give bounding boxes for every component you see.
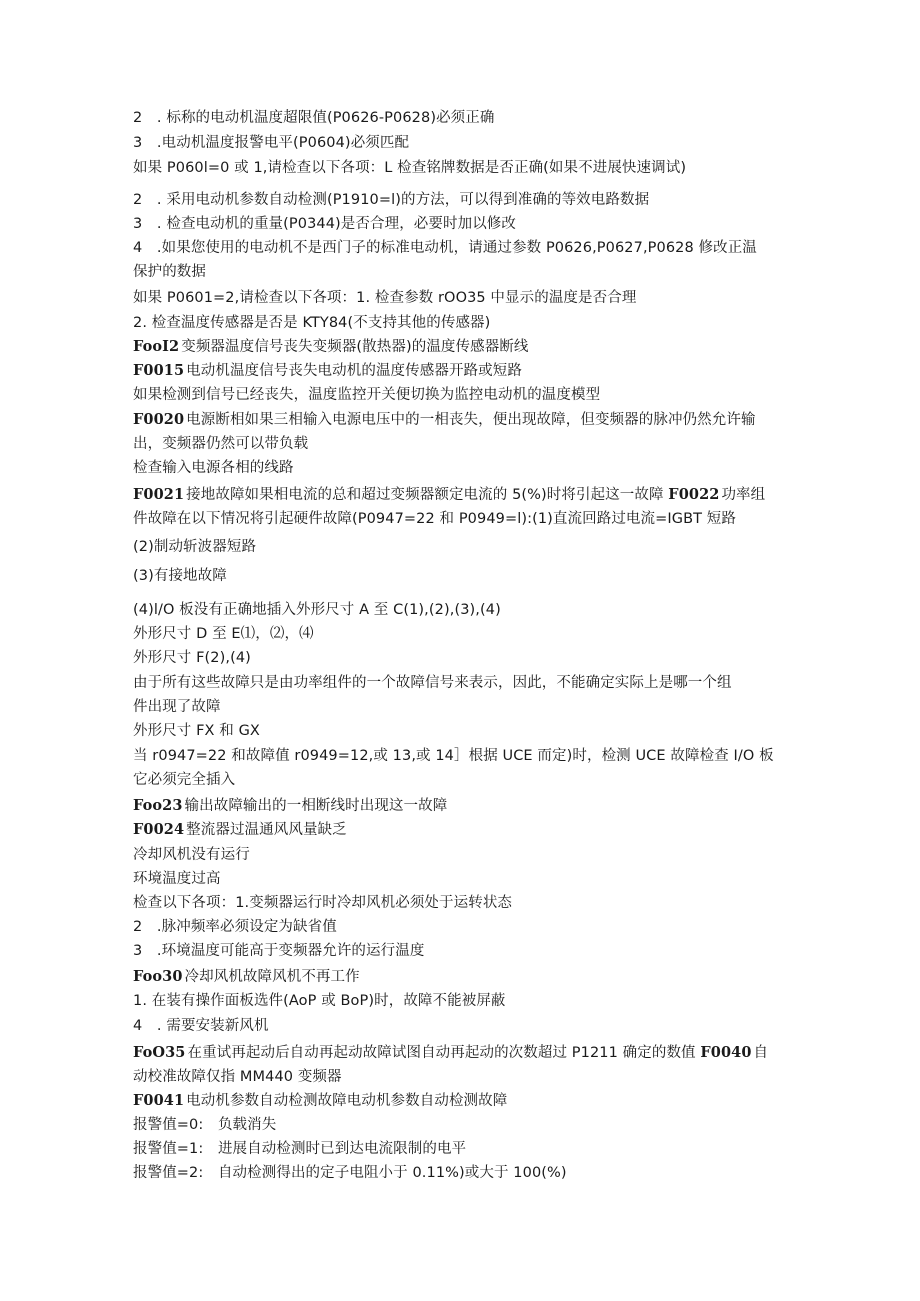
text-line — [133, 770, 783, 790]
line-text: 检查以下各项：1.变频器运行时冷却风机必须处于运转状态 — [133, 895, 513, 911]
text-line — [133, 1091, 783, 1111]
text-line — [133, 214, 783, 234]
line-text: 2 . 标称的电动机温度超限值(P0626-P0628)必须正确 — [133, 110, 495, 126]
line-text: (4)l/O 板没有正确地插入外形尺寸 A 至 C(1),(2),(3),(4) — [133, 602, 501, 618]
text-line — [133, 288, 783, 308]
text-line — [133, 746, 783, 766]
text-line — [133, 721, 783, 741]
line-text: 1. 在装有操作面板选件(AoP 或 BoP)时，故障不能被屏蔽 — [133, 993, 506, 1009]
line-text: 整流器过温通风风量缺乏 — [186, 822, 347, 838]
text-line — [133, 893, 783, 913]
text-line — [133, 697, 783, 717]
fault-code: FoO35 — [133, 1044, 186, 1061]
fault-code: F0020 — [133, 411, 185, 428]
line-text: 4 .如果您使用的电动机不是西门子的标准电动机，请通过参数 P0626,P0627,P0628 修改正温 — [133, 240, 757, 256]
text-line — [133, 600, 783, 620]
fault-code: F0022 — [668, 486, 720, 503]
line-text: 件出现了故障 — [133, 699, 221, 715]
text-line — [133, 313, 783, 333]
line-text: 3 . 检查电动机的重量(P0344)是否合理，必要时加以修改 — [133, 216, 517, 232]
fault-code: Foo30 — [133, 968, 183, 985]
text-line — [133, 133, 783, 153]
text-line — [133, 458, 783, 478]
fault-code: F0015 — [133, 362, 185, 379]
line-text: 外形尺寸 FX 和 GX — [133, 723, 260, 739]
text-line — [133, 1115, 783, 1135]
line-text: 2. 检查温度传感器是否是 KTY84(不支持其他的传感器) — [133, 315, 491, 331]
text-line — [133, 337, 783, 357]
line-text: 检查输入电源各相的线路 — [133, 460, 294, 476]
line-text: 变频器温度信号丧失变频器(散热器)的温度传感器断线 — [181, 339, 529, 355]
fault-code: F0021 — [133, 486, 185, 503]
text-line — [133, 1139, 783, 1159]
text-line — [133, 1016, 783, 1036]
text-line — [133, 845, 783, 865]
text-line — [133, 434, 783, 454]
line-text: 外形尺寸 D 至 E⑴，⑵，⑷ — [133, 626, 314, 642]
line-text: (3)有接地故障 — [133, 568, 227, 584]
text-line — [133, 673, 783, 693]
line-text: 自 — [753, 1045, 769, 1061]
text-line — [133, 509, 783, 529]
text-line — [133, 361, 783, 381]
text-line — [133, 820, 783, 840]
line-text: 2 .脉冲频率必须设定为缺省值 — [133, 919, 337, 935]
line-text: 电动机温度信号丧失电动机的温度传感器开路或短路 — [186, 363, 522, 379]
line-text: 报警值=0: 负载消失 — [133, 1117, 277, 1133]
text-line — [133, 158, 783, 178]
line-text: 4 . 需要安装新风机 — [133, 1018, 269, 1034]
line-text: 报警值=1: 进展自动检测时已到达电流限制的电平 — [133, 1141, 467, 1157]
fault-code: F0041 — [133, 1092, 185, 1109]
text-line — [133, 537, 783, 557]
line-text: 如果 P060l=0 或 1,请检查以下各项：L 检查铭牌数据是否正确(如果不进展快速调试) — [133, 160, 687, 176]
text-line — [133, 796, 783, 816]
line-text: 电源断相如果三相输入电源电压中的一相丧失，便出现故障，但变频器的脉冲仍然允许输 — [186, 412, 756, 428]
line-text: 电动机参数自动检测故障电动机参数自动检测故障 — [186, 1093, 508, 1109]
line-text: 它必须完全插入 — [133, 772, 236, 788]
line-text: 冷却风机故障风机不再工作 — [184, 969, 360, 985]
line-text: 环境温度过高 — [133, 871, 221, 887]
fault-code: Foo23 — [133, 797, 183, 814]
line-text: 2 . 采用电动机参数自动检测(P1910=l)的方法，可以得到准确的等效电路数据 — [133, 192, 650, 208]
line-text: 输出故障输出的一相断线时出现这一故障 — [184, 798, 448, 814]
line-text: 件故障在以下情况将引起硬件故障(P0947=22 和 P0949=l):(1)直流回路过电流=IGBT 短路 — [133, 511, 736, 527]
text-line — [133, 190, 783, 210]
text-line — [133, 566, 783, 586]
line-text: 如果 P0601=2,请检查以下各项：1. 检查参数 rOO35 中显示的温度是否合理 — [133, 290, 637, 306]
line-text: 动校准故障仅指 MM440 变频器 — [133, 1069, 342, 1085]
line-text: 3 .环境温度可能高于变频器允许的运行温度 — [133, 943, 425, 959]
fault-code: F0040 — [700, 1044, 752, 1061]
text-line — [133, 238, 783, 258]
line-text: 3 .电动机温度报警电平(P0604)必须匹配 — [133, 135, 410, 151]
text-line — [133, 1067, 783, 1087]
line-text: 接地故障如果相电流的总和超过变频器额定电流的 5(%)时将引起这一故障 — [186, 487, 669, 503]
text-line — [133, 941, 783, 961]
text-line — [133, 967, 783, 987]
text-line — [133, 1163, 783, 1183]
line-text: 由于所有这些故障只是由功率组件的一个故障信号来表示，因此，不能确定实际上是哪一个组 — [133, 675, 732, 691]
text-line — [133, 410, 783, 430]
line-text: 外形尺寸 F(2),(4) — [133, 650, 251, 666]
text-line — [133, 991, 783, 1011]
text-line — [133, 869, 783, 889]
fault-code: FooI2 — [133, 338, 180, 355]
text-line — [133, 108, 783, 128]
line-text: 功率组 — [721, 487, 766, 503]
line-text: 如果检测到信号已经丧失，温度监控开关便切换为监控电动机的温度模型 — [133, 387, 601, 403]
text-line — [133, 262, 783, 282]
text-line — [133, 648, 783, 668]
fault-code: F0024 — [133, 821, 185, 838]
text-line — [133, 917, 783, 937]
line-text: 冷却风机没有运行 — [133, 847, 250, 863]
text-line — [133, 485, 783, 505]
text-line — [133, 385, 783, 405]
text-line — [133, 1043, 783, 1063]
line-text: 当 r0947=22 和故障值 r0949=12,或 13,或 14］根据 UCE 而定)时，检测 UCE 故障检查 I/O 板 — [133, 748, 774, 764]
line-text: 出，变频器仍然可以带负载 — [133, 436, 309, 452]
line-text: 保护的数据 — [133, 264, 206, 280]
text-line — [133, 624, 783, 644]
line-text: 在重试再起动后自动再起动故障试图自动再起动的次数超过 P1211 确定的数值 — [187, 1045, 701, 1061]
line-text: (2)制动斩波器短路 — [133, 539, 257, 555]
line-text: 报警值=2: 自动检测得出的定子电阻小于 0.11%)或大于 100(%) — [133, 1165, 567, 1181]
